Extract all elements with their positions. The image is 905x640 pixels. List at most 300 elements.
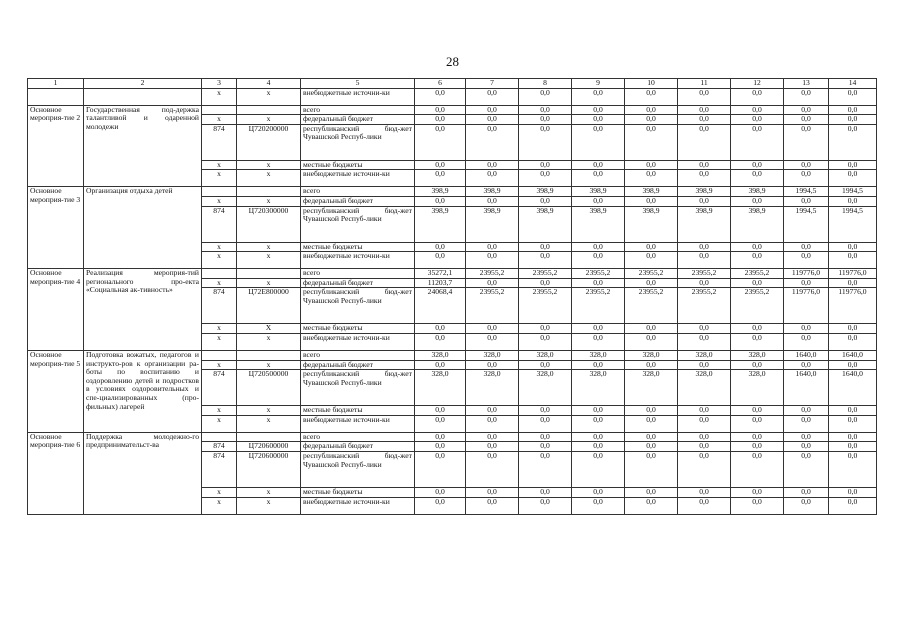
value-cell: 0,0 bbox=[572, 324, 625, 334]
event-desc-cell: Государственная под-держка талантливой и одаренной молодежи bbox=[84, 105, 202, 187]
event-name-cell: Основное мероприя-тие 5 bbox=[28, 350, 84, 432]
value-cell: 0,0 bbox=[519, 487, 572, 497]
grbs-cell: 874 bbox=[202, 124, 237, 160]
value-cell: 1640,0 bbox=[829, 350, 877, 360]
grbs-cell bbox=[202, 269, 237, 279]
event-name-cell: Основное мероприя-тие 6 bbox=[28, 432, 84, 514]
csr-cell: х bbox=[237, 160, 301, 170]
funding-source-cell: всего bbox=[301, 187, 415, 197]
value-cell: 11203,7 bbox=[415, 278, 466, 288]
value-cell: 0,0 bbox=[784, 278, 829, 288]
value-cell: 0,0 bbox=[466, 360, 519, 370]
value-cell: 23955,2 bbox=[519, 288, 572, 324]
value-cell: 0,0 bbox=[466, 252, 519, 269]
value-cell: 0,0 bbox=[829, 406, 877, 416]
value-cell: 0,0 bbox=[625, 451, 678, 487]
value-cell: 0,0 bbox=[784, 105, 829, 115]
value-cell: 0,0 bbox=[519, 242, 572, 252]
csr-cell: х bbox=[237, 196, 301, 206]
value-cell: 0,0 bbox=[784, 442, 829, 452]
value-cell: 328,0 bbox=[625, 370, 678, 406]
value-cell: 0,0 bbox=[415, 105, 466, 115]
value-cell: 0,0 bbox=[466, 196, 519, 206]
event-desc-cell: Реализация мероприя-тий регионального про-екта «Социальная ак-тивность» bbox=[84, 269, 202, 351]
value-cell: 0,0 bbox=[415, 124, 466, 160]
value-cell: 0,0 bbox=[625, 406, 678, 416]
value-cell: 0,0 bbox=[519, 278, 572, 288]
funding-source-cell: внебюджетные источни-ки bbox=[301, 252, 415, 269]
value-cell: 0,0 bbox=[784, 252, 829, 269]
value-cell: 0,0 bbox=[466, 451, 519, 487]
value-cell: 0,0 bbox=[784, 432, 829, 442]
value-cell: 23955,2 bbox=[572, 269, 625, 279]
value-cell: 0,0 bbox=[519, 432, 572, 442]
csr-cell: Ц720300000 bbox=[237, 206, 301, 242]
value-cell: 0,0 bbox=[678, 487, 731, 497]
value-cell: 0,0 bbox=[829, 432, 877, 442]
value-cell: 0,0 bbox=[572, 124, 625, 160]
value-cell: 0,0 bbox=[572, 432, 625, 442]
value-cell: 328,0 bbox=[731, 370, 784, 406]
value-cell: 0,0 bbox=[784, 333, 829, 350]
value-cell: 119776,0 bbox=[829, 269, 877, 279]
value-cell: 0,0 bbox=[572, 406, 625, 416]
funding-source-cell: республиканский бюд-жет Чувашской Респуб-лики bbox=[301, 206, 415, 242]
value-cell: 0,0 bbox=[625, 252, 678, 269]
value-cell: 0,0 bbox=[519, 124, 572, 160]
grbs-cell: х bbox=[202, 415, 237, 432]
value-cell: 0,0 bbox=[572, 160, 625, 170]
value-cell: 328,0 bbox=[731, 350, 784, 360]
column-header: 11 bbox=[678, 79, 731, 89]
value-cell: 0,0 bbox=[678, 497, 731, 514]
value-cell: 0,0 bbox=[519, 406, 572, 416]
funding-source-cell: федеральный бюджет bbox=[301, 115, 415, 125]
value-cell: 0,0 bbox=[519, 88, 572, 105]
value-cell: 0,0 bbox=[731, 497, 784, 514]
funding-source-cell: федеральный бюджет bbox=[301, 360, 415, 370]
value-cell: 0,0 bbox=[415, 333, 466, 350]
grbs-cell: х bbox=[202, 333, 237, 350]
csr-cell bbox=[237, 350, 301, 360]
value-cell: 0,0 bbox=[784, 406, 829, 416]
value-cell: 119776,0 bbox=[829, 288, 877, 324]
csr-cell: х bbox=[237, 406, 301, 416]
value-cell: 1994,5 bbox=[829, 187, 877, 197]
csr-cell: х bbox=[237, 333, 301, 350]
csr-cell: х bbox=[237, 115, 301, 125]
value-cell: 0,0 bbox=[731, 432, 784, 442]
csr-cell bbox=[237, 432, 301, 442]
value-cell: 0,0 bbox=[678, 432, 731, 442]
csr-cell: х bbox=[237, 170, 301, 187]
table-row bbox=[28, 88, 877, 105]
value-cell: 0,0 bbox=[678, 160, 731, 170]
funding-source-cell: республиканский бюд-жет Чувашской Респуб-лики bbox=[301, 370, 415, 406]
funding-source-cell: местные бюджеты bbox=[301, 160, 415, 170]
value-cell: 0,0 bbox=[829, 124, 877, 160]
funding-source-cell: федеральный бюджет bbox=[301, 196, 415, 206]
column-header: 6 bbox=[415, 79, 466, 89]
value-cell: 328,0 bbox=[415, 350, 466, 360]
csr-cell: Ц720600000 bbox=[237, 451, 301, 487]
column-header: 10 bbox=[625, 79, 678, 89]
header-row bbox=[28, 79, 877, 89]
value-cell: 1640,0 bbox=[829, 370, 877, 406]
value-cell: 0,0 bbox=[625, 170, 678, 187]
column-header: 3 bbox=[202, 79, 237, 89]
value-cell: 0,0 bbox=[415, 406, 466, 416]
value-cell: 0,0 bbox=[519, 324, 572, 334]
value-cell: 119776,0 bbox=[784, 288, 829, 324]
value-cell: 0,0 bbox=[415, 160, 466, 170]
value-cell: 0,0 bbox=[572, 115, 625, 125]
value-cell: 35272,1 bbox=[415, 269, 466, 279]
value-cell: 0,0 bbox=[572, 196, 625, 206]
value-cell: 0,0 bbox=[625, 160, 678, 170]
value-cell: 0,0 bbox=[731, 196, 784, 206]
funding-source-cell: федеральный бюджет bbox=[301, 278, 415, 288]
value-cell: 0,0 bbox=[829, 278, 877, 288]
csr-cell: Ц720500000 bbox=[237, 370, 301, 406]
csr-cell: х bbox=[237, 415, 301, 432]
value-cell: 0,0 bbox=[678, 88, 731, 105]
value-cell: 0,0 bbox=[829, 88, 877, 105]
value-cell: 0,0 bbox=[829, 170, 877, 187]
csr-cell: Х bbox=[237, 324, 301, 334]
value-cell: 0,0 bbox=[678, 278, 731, 288]
column-header: 4 bbox=[237, 79, 301, 89]
page-number: 28 bbox=[446, 54, 459, 69]
event-name-cell bbox=[28, 88, 84, 105]
value-cell: 0,0 bbox=[731, 252, 784, 269]
value-cell: 0,0 bbox=[678, 242, 731, 252]
value-cell: 0,0 bbox=[829, 487, 877, 497]
value-cell: 0,0 bbox=[829, 242, 877, 252]
table-body bbox=[28, 79, 877, 515]
value-cell: 0,0 bbox=[466, 432, 519, 442]
value-cell: 0,0 bbox=[415, 324, 466, 334]
value-cell: 0,0 bbox=[415, 252, 466, 269]
value-cell: 328,0 bbox=[625, 350, 678, 360]
value-cell: 0,0 bbox=[829, 160, 877, 170]
value-cell: 0,0 bbox=[519, 333, 572, 350]
value-cell: 23955,2 bbox=[572, 288, 625, 324]
grbs-cell: х bbox=[202, 170, 237, 187]
value-cell: 0,0 bbox=[829, 105, 877, 115]
value-cell: 0,0 bbox=[519, 115, 572, 125]
value-cell: 0,0 bbox=[572, 170, 625, 187]
funding-source-cell: внебюджетные источни-ки bbox=[301, 170, 415, 187]
value-cell: 0,0 bbox=[625, 333, 678, 350]
value-cell: 0,0 bbox=[784, 115, 829, 125]
value-cell: 0,0 bbox=[519, 105, 572, 115]
value-cell: 0,0 bbox=[784, 324, 829, 334]
value-cell: 24068,4 bbox=[415, 288, 466, 324]
value-cell: 0,0 bbox=[731, 88, 784, 105]
event-desc-cell: Подготовка вожатых, педагогов и инструкто-ров к организации ра-боты по воспитанию и оздоровлению детей и подростков в условиях оздоровительных и спе-циализированных (про-фильных) лагерей bbox=[84, 350, 202, 432]
value-cell: 0,0 bbox=[784, 487, 829, 497]
grbs-cell bbox=[202, 187, 237, 197]
grbs-cell: 874 bbox=[202, 370, 237, 406]
value-cell: 0,0 bbox=[415, 451, 466, 487]
table-row bbox=[28, 269, 877, 279]
value-cell: 0,0 bbox=[678, 115, 731, 125]
value-cell: 0,0 bbox=[519, 160, 572, 170]
value-cell: 0,0 bbox=[466, 278, 519, 288]
value-cell: 0,0 bbox=[572, 442, 625, 452]
event-desc-cell: Поддержка молодежно-го предпринимательст-ва bbox=[84, 432, 202, 514]
value-cell: 0,0 bbox=[625, 88, 678, 105]
value-cell: 0,0 bbox=[731, 324, 784, 334]
budget-table bbox=[27, 78, 877, 515]
value-cell: 0,0 bbox=[731, 487, 784, 497]
value-cell: 0,0 bbox=[572, 242, 625, 252]
value-cell: 0,0 bbox=[731, 406, 784, 416]
funding-source-cell: местные бюджеты bbox=[301, 487, 415, 497]
value-cell: 0,0 bbox=[625, 415, 678, 432]
value-cell: 328,0 bbox=[415, 370, 466, 406]
value-cell: 0,0 bbox=[625, 497, 678, 514]
value-cell: 23955,2 bbox=[625, 288, 678, 324]
value-cell: 0,0 bbox=[731, 170, 784, 187]
value-cell: 23955,2 bbox=[466, 269, 519, 279]
value-cell: 398,9 bbox=[625, 206, 678, 242]
value-cell: 0,0 bbox=[731, 278, 784, 288]
value-cell: 0,0 bbox=[731, 124, 784, 160]
value-cell: 0,0 bbox=[466, 170, 519, 187]
value-cell: 398,9 bbox=[415, 187, 466, 197]
value-cell: 328,0 bbox=[572, 350, 625, 360]
funding-source-cell: республиканский бюд-жет Чувашской Респуб-лики bbox=[301, 288, 415, 324]
value-cell: 1640,0 bbox=[784, 350, 829, 360]
value-cell: 0,0 bbox=[466, 88, 519, 105]
table-row bbox=[28, 105, 877, 115]
value-cell: 0,0 bbox=[415, 415, 466, 432]
grbs-cell bbox=[202, 432, 237, 442]
grbs-cell: х bbox=[202, 160, 237, 170]
value-cell: 0,0 bbox=[415, 432, 466, 442]
value-cell: 398,9 bbox=[466, 187, 519, 197]
csr-cell bbox=[237, 187, 301, 197]
csr-cell: х bbox=[237, 242, 301, 252]
value-cell: 398,9 bbox=[625, 187, 678, 197]
grbs-cell: 874 bbox=[202, 451, 237, 487]
value-cell: 0,0 bbox=[572, 487, 625, 497]
funding-source-cell: федеральный бюджет bbox=[301, 442, 415, 452]
value-cell: 23955,2 bbox=[731, 269, 784, 279]
value-cell: 0,0 bbox=[415, 88, 466, 105]
value-cell: 0,0 bbox=[625, 278, 678, 288]
value-cell: 398,9 bbox=[519, 187, 572, 197]
funding-source-cell: местные бюджеты bbox=[301, 406, 415, 416]
grbs-cell: х bbox=[202, 487, 237, 497]
csr-cell: Ц720200000 bbox=[237, 124, 301, 160]
value-cell: 0,0 bbox=[572, 88, 625, 105]
value-cell: 0,0 bbox=[678, 406, 731, 416]
funding-source-cell: всего bbox=[301, 269, 415, 279]
value-cell: 0,0 bbox=[572, 497, 625, 514]
value-cell: 0,0 bbox=[784, 88, 829, 105]
value-cell: 0,0 bbox=[678, 252, 731, 269]
value-cell: 0,0 bbox=[625, 242, 678, 252]
event-name-cell: Основное мероприя-тие 2 bbox=[28, 105, 84, 187]
value-cell: 0,0 bbox=[829, 324, 877, 334]
value-cell: 0,0 bbox=[829, 442, 877, 452]
value-cell: 0,0 bbox=[731, 442, 784, 452]
value-cell: 398,9 bbox=[572, 187, 625, 197]
grbs-cell: х bbox=[202, 360, 237, 370]
value-cell: 0,0 bbox=[731, 105, 784, 115]
value-cell: 0,0 bbox=[625, 487, 678, 497]
funding-source-cell: внебюджетные источни-ки bbox=[301, 88, 415, 105]
value-cell: 0,0 bbox=[731, 451, 784, 487]
value-cell: 0,0 bbox=[519, 442, 572, 452]
value-cell: 0,0 bbox=[784, 124, 829, 160]
value-cell: 0,0 bbox=[625, 196, 678, 206]
value-cell: 0,0 bbox=[784, 451, 829, 487]
csr-cell bbox=[237, 105, 301, 115]
value-cell: 0,0 bbox=[829, 415, 877, 432]
value-cell: 398,9 bbox=[519, 206, 572, 242]
grbs-cell: х bbox=[202, 324, 237, 334]
funding-source-cell: внебюджетные источни-ки bbox=[301, 333, 415, 350]
value-cell: 0,0 bbox=[678, 124, 731, 160]
value-cell: 398,9 bbox=[731, 187, 784, 197]
csr-cell: х bbox=[237, 252, 301, 269]
value-cell: 0,0 bbox=[678, 451, 731, 487]
value-cell: 0,0 bbox=[678, 196, 731, 206]
column-header: 7 bbox=[466, 79, 519, 89]
grbs-cell: 874 bbox=[202, 442, 237, 452]
value-cell: 0,0 bbox=[466, 333, 519, 350]
event-desc-cell bbox=[84, 88, 202, 105]
value-cell: 0,0 bbox=[572, 252, 625, 269]
value-cell: 0,0 bbox=[678, 333, 731, 350]
csr-cell: х bbox=[237, 497, 301, 514]
column-header: 9 bbox=[572, 79, 625, 89]
value-cell: 0,0 bbox=[466, 242, 519, 252]
value-cell: 0,0 bbox=[829, 252, 877, 269]
value-cell: 328,0 bbox=[678, 350, 731, 360]
value-cell: 0,0 bbox=[572, 415, 625, 432]
grbs-cell bbox=[202, 105, 237, 115]
value-cell: 0,0 bbox=[572, 360, 625, 370]
column-header: 14 bbox=[829, 79, 877, 89]
value-cell: 0,0 bbox=[415, 487, 466, 497]
table-row bbox=[28, 350, 877, 360]
value-cell: 0,0 bbox=[731, 115, 784, 125]
grbs-cell: 874 bbox=[202, 206, 237, 242]
value-cell: 0,0 bbox=[678, 415, 731, 432]
value-cell: 328,0 bbox=[466, 370, 519, 406]
grbs-cell: х bbox=[202, 88, 237, 105]
value-cell: 23955,2 bbox=[625, 269, 678, 279]
value-cell: 398,9 bbox=[678, 187, 731, 197]
value-cell: 0,0 bbox=[519, 170, 572, 187]
value-cell: 0,0 bbox=[731, 160, 784, 170]
event-name-cell: Основное мероприя-тие 4 bbox=[28, 269, 84, 351]
value-cell: 0,0 bbox=[625, 124, 678, 160]
value-cell: 0,0 bbox=[784, 160, 829, 170]
value-cell: 0,0 bbox=[678, 360, 731, 370]
value-cell: 0,0 bbox=[466, 105, 519, 115]
funding-source-cell: всего bbox=[301, 432, 415, 442]
grbs-cell: х bbox=[202, 406, 237, 416]
funding-source-cell: всего bbox=[301, 105, 415, 115]
value-cell: 0,0 bbox=[731, 333, 784, 350]
value-cell: 0,0 bbox=[784, 360, 829, 370]
funding-source-cell: местные бюджеты bbox=[301, 242, 415, 252]
column-header: 12 bbox=[731, 79, 784, 89]
value-cell: 0,0 bbox=[784, 415, 829, 432]
value-cell: 0,0 bbox=[678, 170, 731, 187]
csr-cell: х bbox=[237, 360, 301, 370]
value-cell: 0,0 bbox=[415, 497, 466, 514]
value-cell: 0,0 bbox=[519, 497, 572, 514]
value-cell: 398,9 bbox=[466, 206, 519, 242]
value-cell: 0,0 bbox=[829, 115, 877, 125]
value-cell: 0,0 bbox=[572, 278, 625, 288]
funding-source-cell: местные бюджеты bbox=[301, 324, 415, 334]
value-cell: 0,0 bbox=[829, 333, 877, 350]
funding-source-cell: всего bbox=[301, 350, 415, 360]
value-cell: 0,0 bbox=[466, 115, 519, 125]
event-desc-cell: Организация отдыха детей bbox=[84, 187, 202, 269]
value-cell: 0,0 bbox=[625, 442, 678, 452]
value-cell: 328,0 bbox=[678, 370, 731, 406]
value-cell: 23955,2 bbox=[466, 288, 519, 324]
value-cell: 398,9 bbox=[415, 206, 466, 242]
value-cell: 0,0 bbox=[784, 242, 829, 252]
value-cell: 0,0 bbox=[519, 252, 572, 269]
value-cell: 0,0 bbox=[572, 105, 625, 115]
value-cell: 398,9 bbox=[572, 206, 625, 242]
value-cell: 0,0 bbox=[731, 242, 784, 252]
value-cell: 0,0 bbox=[829, 196, 877, 206]
value-cell: 119776,0 bbox=[784, 269, 829, 279]
grbs-cell: 874 bbox=[202, 288, 237, 324]
value-cell: 0,0 bbox=[731, 360, 784, 370]
value-cell: 0,0 bbox=[466, 160, 519, 170]
value-cell: 0,0 bbox=[678, 105, 731, 115]
value-cell: 0,0 bbox=[678, 324, 731, 334]
value-cell: 1994,5 bbox=[829, 206, 877, 242]
value-cell: 0,0 bbox=[829, 360, 877, 370]
funding-source-cell: внебюджетные источни-ки bbox=[301, 415, 415, 432]
value-cell: 0,0 bbox=[625, 324, 678, 334]
event-name-cell: Основное мероприя-тие 3 bbox=[28, 187, 84, 269]
value-cell: 0,0 bbox=[466, 124, 519, 160]
column-header: 8 bbox=[519, 79, 572, 89]
value-cell: 0,0 bbox=[829, 497, 877, 514]
value-cell: 0,0 bbox=[572, 451, 625, 487]
value-cell: 0,0 bbox=[415, 242, 466, 252]
value-cell: 0,0 bbox=[784, 497, 829, 514]
funding-source-cell: республиканский бюд-жет Чувашской Респуб-лики bbox=[301, 124, 415, 160]
value-cell: 0,0 bbox=[678, 442, 731, 452]
grbs-cell: х bbox=[202, 196, 237, 206]
csr-cell: х bbox=[237, 487, 301, 497]
value-cell: 23955,2 bbox=[678, 269, 731, 279]
value-cell: 0,0 bbox=[625, 105, 678, 115]
grbs-cell bbox=[202, 350, 237, 360]
column-header: 5 bbox=[301, 79, 415, 89]
grbs-cell: х bbox=[202, 115, 237, 125]
value-cell: 0,0 bbox=[625, 115, 678, 125]
funding-source-cell: внебюджетные источни-ки bbox=[301, 497, 415, 514]
csr-cell bbox=[237, 269, 301, 279]
